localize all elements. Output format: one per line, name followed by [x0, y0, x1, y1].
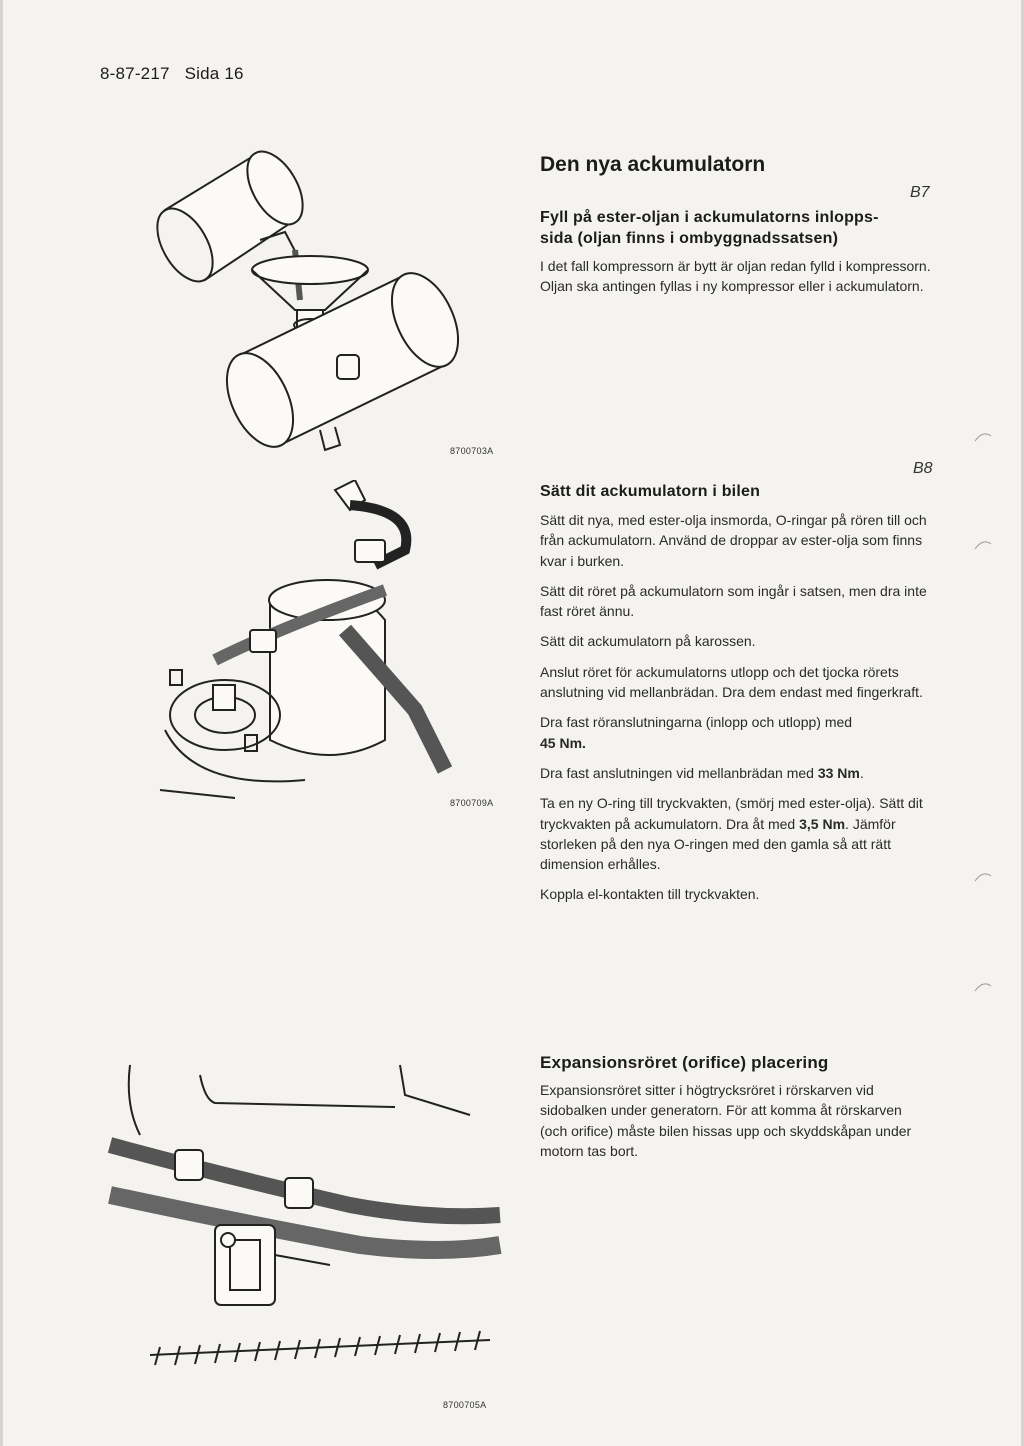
doc-number: 8-87-217 [100, 64, 170, 83]
b8-p6-text: Dra fast anslutningen vid mellanbrädan med [540, 764, 814, 781]
binder-hole-mark [974, 870, 992, 882]
binder-hole-mark [974, 538, 992, 550]
b8-p7-torque: 3,5 Nm [799, 815, 846, 832]
figure-code-2: 8700709A [450, 798, 494, 808]
b8-paragraph-7 [540, 793, 932, 874]
section-exp-body [540, 1080, 932, 1171]
b8-p7-end: . Jämför storleken på den nya O-ringen med den gamla så att rätt dimension erhålles. [540, 815, 896, 873]
binder-hole-mark [974, 980, 992, 992]
section-b8-number: B8 [913, 460, 933, 477]
section-b8-title: Sätt dit ackumulatorn i bilen [540, 483, 761, 500]
b8-p5-torque: 45 Nm. [540, 734, 586, 751]
section-exp-title: Expansionsröret (orifice) placering [540, 1053, 829, 1072]
high-pressure-pipe [110, 1145, 500, 1250]
section-exp-paragraph: Expansionsröret sitter i högtrycksröret i rörskarven vid sidobalken under generatorn. För att komma åt rörskarven (och orifice) måste bilen hissas upp och skyddskåpan under motorn tas bort. [540, 1082, 912, 1159]
b8-paragraph-3: Sätt dit ackumulatorn på karossen. [540, 633, 756, 650]
b8-p5-text: Dra fast röranslutningarna (inlopp och utlopp) med [540, 714, 853, 731]
b8-p7-text: Ta en ny O-ring till tryckvakten, (smörj med ester-olja). Sätt dit tryckvakten på ackumulatorn. Dra åt med [540, 795, 923, 832]
section-b7-subtitle-line1: Fyll på ester-oljan i ackumulatorns inlopps- [540, 209, 879, 226]
section-b7-number: B7 [910, 184, 930, 201]
side-member [129, 1065, 470, 1135]
b8-paragraph-4: Anslut röret för ackumulatorns utlopp och det tjocka rörets anslutning vid mellanbrädan. Dra dem endast med fingerkraft. [540, 663, 923, 701]
b8-paragraph-1: Sätt dit nya, med ester-olja insmorda, O-ringar på rören till och från ackumulatorn. Använd de droppar av ester-olja som finns kvar i burken. [540, 512, 927, 569]
figure-expansion-tube [100, 1055, 510, 1375]
section-b7-title: Den nya ackumulatorn [540, 153, 766, 176]
section-b7-subtitle [540, 208, 879, 250]
b8-p6-end: . [859, 764, 864, 781]
ground-hatching [150, 1331, 490, 1365]
page-edge-left [0, 0, 3, 1446]
b8-paragraph-6 [540, 763, 932, 783]
b8-p6-torque: 33 Nm [817, 764, 860, 781]
page-label: Sida 16 [184, 64, 244, 83]
b8-paragraph-5 [540, 712, 932, 753]
section-b8-body [540, 510, 932, 915]
accumulator-cylinder [213, 263, 471, 457]
figure-accumulator-mounted [155, 480, 455, 800]
section-b7-paragraph: I det fall kompressorn är bytt är oljan redan fylld i kompressorn. Oljan ska antingen fyllas i ny kompressor eller i ackumulatorn. [540, 258, 931, 295]
page-header [100, 64, 254, 84]
binder-hole-mark [974, 430, 992, 442]
figure-oil-filling [145, 140, 475, 460]
b8-paragraph-8: Koppla el-kontakten till tryckvakten. [540, 886, 760, 903]
b8-paragraph-2: Sätt dit röret på ackumulatorn som ingår i satsen, men dra inte fast röret ännu. [540, 582, 927, 620]
section-b7-subtitle-line2: sida (oljan finns i ombyggnadssatsen) [540, 229, 839, 247]
section-b7-body [540, 256, 932, 307]
figure-code-1: 8700703A [450, 446, 494, 456]
figure-code-3: 8700705A [443, 1400, 487, 1410]
